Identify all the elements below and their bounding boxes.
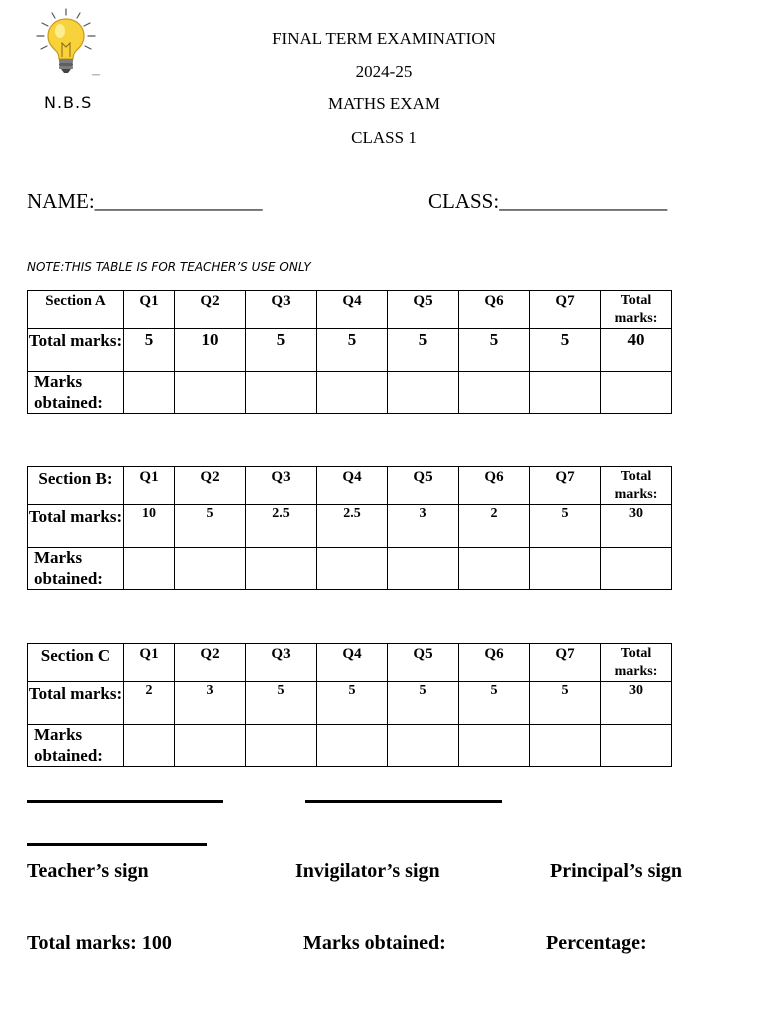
obtained-total-cell[interactable] [601, 548, 672, 590]
obtained-cell[interactable] [317, 548, 388, 590]
invigilator-sign-label: Invigilator’s sign [295, 860, 440, 882]
marks-obtained-label: Marks obtained: [303, 932, 446, 954]
question-header: Q5 [388, 291, 459, 329]
marks-cell: 5 [175, 505, 246, 548]
teacher-sign-label: Teacher’s sign [27, 860, 149, 882]
question-header: Q6 [459, 467, 530, 505]
question-header: Q4 [317, 644, 388, 682]
total-marks-row [28, 329, 672, 372]
question-header: Q5 [388, 467, 459, 505]
section-label: Section B: [28, 467, 124, 505]
section-total-cell: 40 [601, 329, 672, 372]
marks-cell: 2.5 [317, 505, 388, 548]
row-label: Marks obtained: [28, 548, 124, 590]
marks-cell: 5 [388, 329, 459, 372]
row-label: Total marks: [28, 329, 124, 372]
obtained-cell[interactable] [388, 372, 459, 414]
marks-obtained-row [28, 548, 672, 590]
marks-cell: 5 [530, 329, 601, 372]
exam-year: 2024-25 [355, 62, 413, 81]
obtained-cell[interactable] [530, 372, 601, 414]
marks-cell: 10 [175, 329, 246, 372]
row-label: Marks obtained: [28, 725, 124, 767]
name-field[interactable]: NAME:________________ [27, 189, 263, 213]
question-header: Q7 [530, 291, 601, 329]
marks-obtained-row [28, 372, 672, 414]
obtained-cell[interactable] [124, 725, 175, 767]
total-header: Total marks: [601, 644, 672, 682]
obtained-cell[interactable] [317, 372, 388, 414]
section-label: Section A [28, 291, 124, 329]
table-header-row [28, 467, 672, 505]
question-header: Q2 [175, 467, 246, 505]
obtained-cell[interactable] [175, 548, 246, 590]
marks-cell: 5 [246, 682, 317, 725]
marks-cell: 5 [317, 329, 388, 372]
total-marks-row [28, 505, 672, 548]
question-header: Q6 [459, 644, 530, 682]
obtained-cell[interactable] [459, 725, 530, 767]
question-header: Q3 [246, 644, 317, 682]
obtained-cell[interactable] [459, 372, 530, 414]
section-total-cell: 30 [601, 505, 672, 548]
marks-cell: 5 [530, 505, 601, 548]
section-b-table [27, 466, 672, 590]
marks-cell: 3 [388, 505, 459, 548]
obtained-cell[interactable] [530, 548, 601, 590]
question-header: Q7 [530, 644, 601, 682]
marks-cell: 5 [459, 682, 530, 725]
question-header: Q4 [317, 467, 388, 505]
question-header: Q1 [124, 644, 175, 682]
total-marks-label: Total marks: 100 [27, 932, 172, 954]
question-header: Q3 [246, 467, 317, 505]
row-label: Marks obtained: [28, 372, 124, 414]
teacher-note: NOTE:THIS TABLE IS FOR TEACHER’S USE ONLY [27, 260, 311, 274]
obtained-cell[interactable] [124, 372, 175, 414]
row-label: Total marks: [28, 682, 124, 725]
obtained-cell[interactable] [317, 725, 388, 767]
table-header-row [28, 644, 672, 682]
marks-cell: 5 [317, 682, 388, 725]
section-c-table [27, 643, 672, 767]
principal-sign-label: Principal’s sign [550, 860, 683, 882]
section-total-cell: 30 [601, 682, 672, 725]
obtained-cell[interactable] [175, 725, 246, 767]
marks-cell: 5 [246, 329, 317, 372]
obtained-cell[interactable] [246, 372, 317, 414]
obtained-cell[interactable] [246, 548, 317, 590]
marks-obtained-row [28, 725, 672, 767]
question-header: Q4 [317, 291, 388, 329]
obtained-total-cell[interactable] [601, 372, 672, 414]
total-marks-row [28, 682, 672, 725]
question-header: Q3 [246, 291, 317, 329]
obtained-cell[interactable] [530, 725, 601, 767]
principal-signature-line[interactable] [27, 843, 207, 846]
percentage-label: Percentage: [546, 932, 647, 954]
question-header: Q2 [175, 644, 246, 682]
marks-cell: 2 [459, 505, 530, 548]
total-header: Total marks: [601, 291, 672, 329]
exam-class: CLASS 1 [351, 128, 417, 147]
obtained-cell[interactable] [388, 725, 459, 767]
exam-title: FINAL TERM EXAMINATION [272, 29, 496, 48]
invigilator-signature-line[interactable] [305, 800, 502, 803]
obtained-total-cell[interactable] [601, 725, 672, 767]
obtained-cell[interactable] [124, 548, 175, 590]
teacher-signature-line[interactable] [27, 800, 223, 803]
section-label: Section C [28, 644, 124, 682]
obtained-cell[interactable] [388, 548, 459, 590]
school-code: N.B.S [44, 93, 93, 112]
obtained-cell[interactable] [175, 372, 246, 414]
question-header: Q1 [124, 467, 175, 505]
marks-cell: 2 [124, 682, 175, 725]
obtained-cell[interactable] [246, 725, 317, 767]
marks-cell: 5 [459, 329, 530, 372]
marks-cell: 10 [124, 505, 175, 548]
exam-subject: MATHS EXAM [328, 94, 440, 113]
row-label: Total marks: [28, 505, 124, 548]
total-header: Total marks: [601, 467, 672, 505]
class-field[interactable]: CLASS:________________ [428, 189, 668, 213]
obtained-cell[interactable] [459, 548, 530, 590]
question-header: Q2 [175, 291, 246, 329]
marks-cell: 5 [124, 329, 175, 372]
question-header: Q7 [530, 467, 601, 505]
marks-cell: 5 [388, 682, 459, 725]
table-header-row [28, 291, 672, 329]
question-header: Q5 [388, 644, 459, 682]
question-header: Q6 [459, 291, 530, 329]
question-header: Q1 [124, 291, 175, 329]
marks-cell: 2.5 [246, 505, 317, 548]
section-a-table [27, 290, 672, 414]
marks-cell: 3 [175, 682, 246, 725]
marks-cell: 5 [530, 682, 601, 725]
